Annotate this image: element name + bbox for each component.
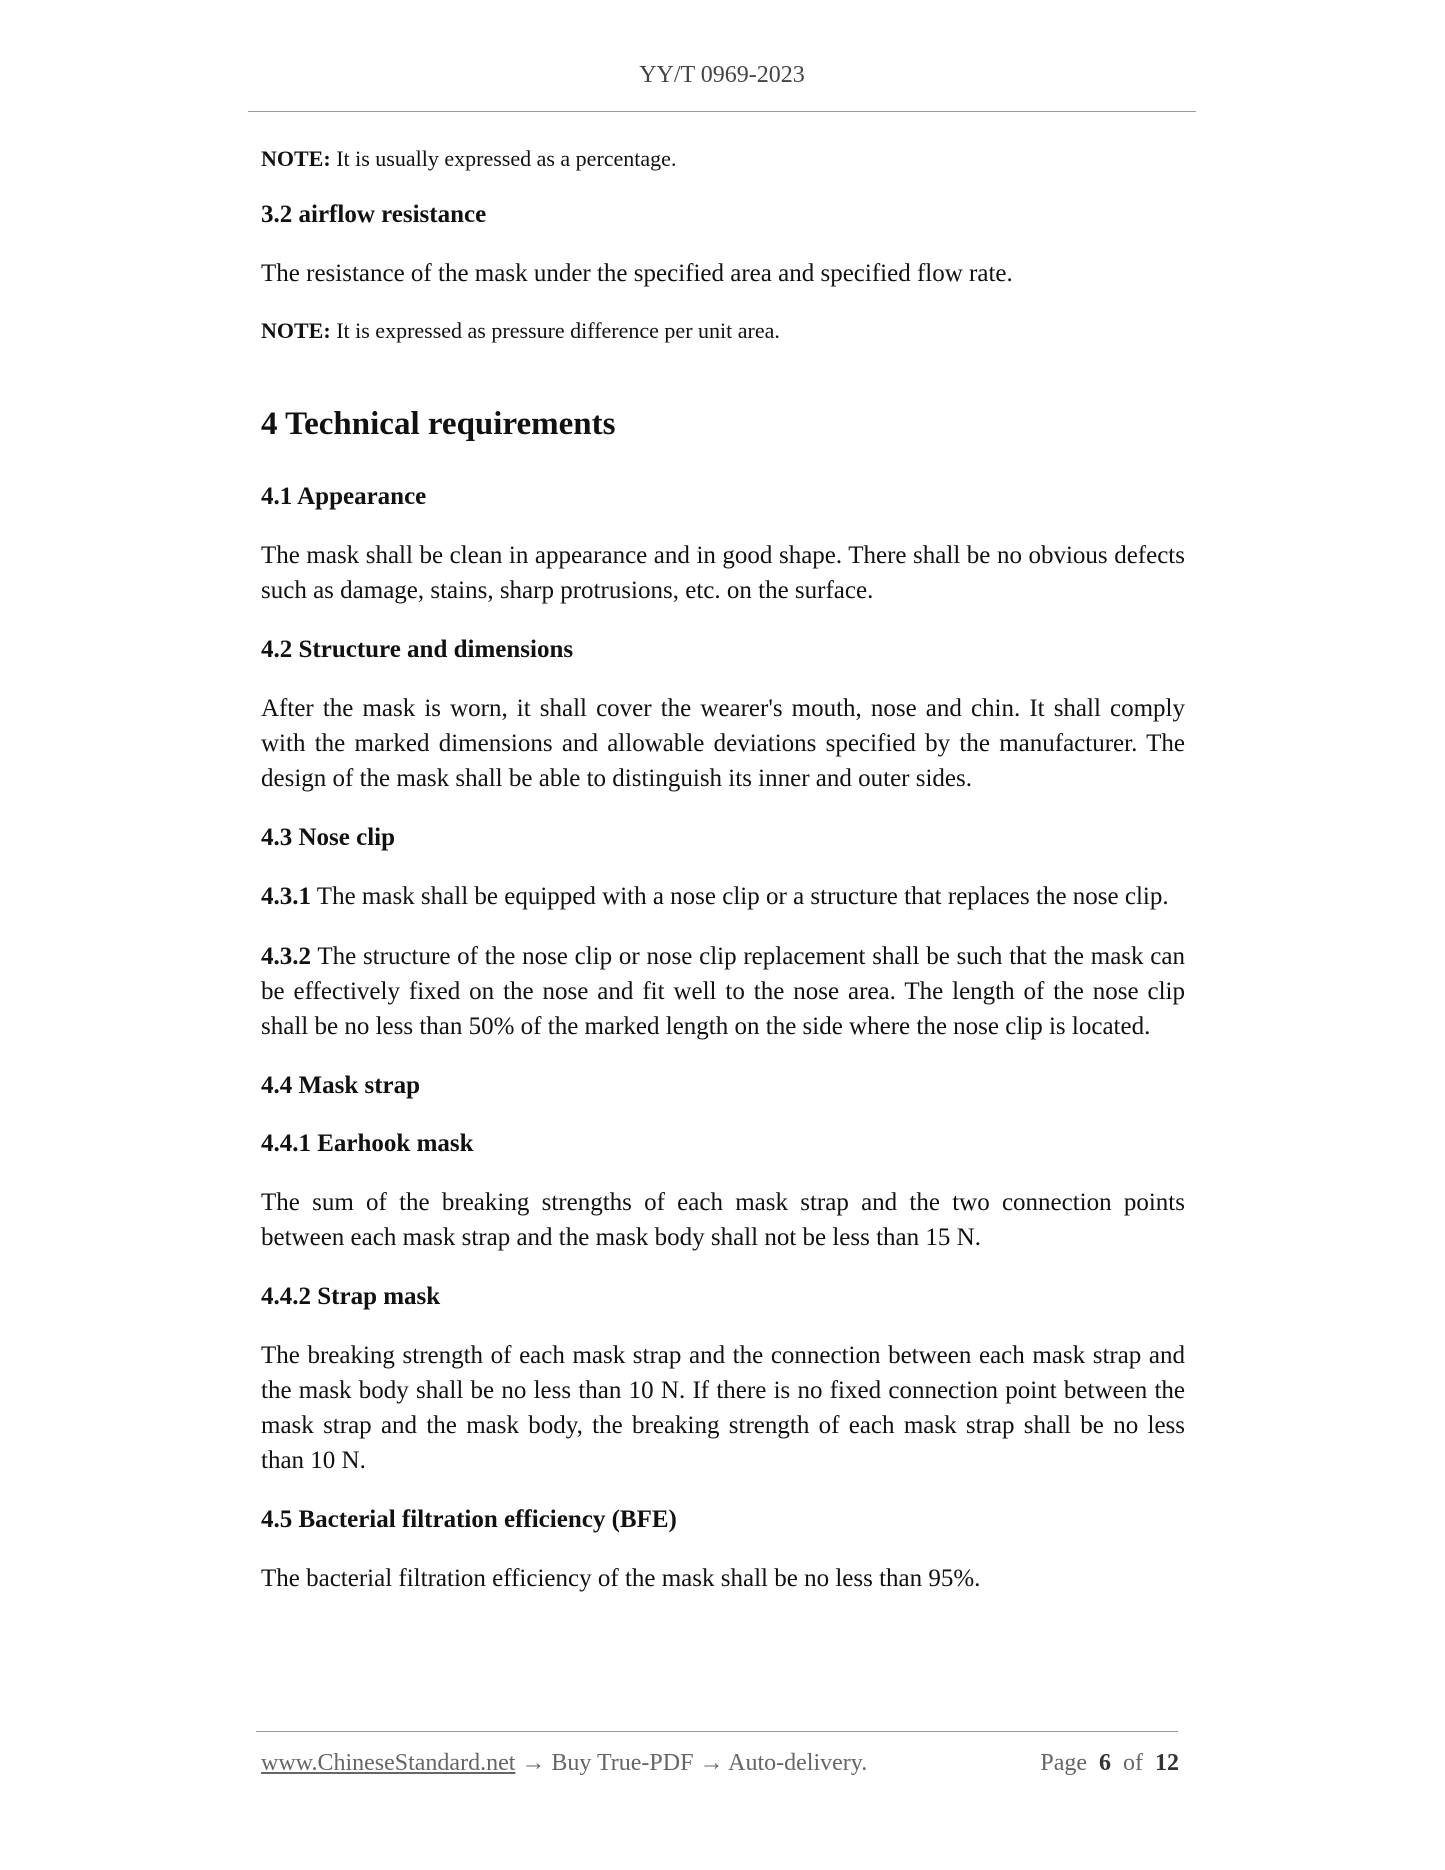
heading-3-2: 3.2 airflow resistance [261,201,487,228]
heading-4: 4 Technical requirements [261,406,616,442]
page-number [1040,1750,1179,1777]
arrow-right-icon: → [515,1750,552,1776]
note-text: It is usually expressed as a percentage. [330,146,677,171]
paragraph-3-2: The resistance of the mask under the specified area and specified flow rate. [261,260,1013,287]
of-label: of [1123,1750,1143,1776]
footer-promo [261,1750,867,1777]
heading-4-3: 4.3 Nose clip [261,824,396,851]
footer-divider [256,1731,1178,1732]
clause-number: 4.3.1 [261,883,311,910]
heading-4-4: 4.4 Mask strap [261,1072,421,1099]
heading-4-2: 4.2 Structure and dimensions [261,636,574,663]
buy-pdf-text: Buy True-PDF [551,1750,694,1776]
header-divider [248,111,1196,112]
note-text: It is expressed as pressure difference per unit area. [330,318,780,343]
paragraph-4-2: After the mask is worn, it shall cover the wearer's mouth, nose and chin. It shall comply with the marked dimensions and allowable deviations specified by the manufacturer. The design of the mask shall be able to distinguish its inner and outer sides. [261,695,1185,792]
note-pressure [261,316,1185,346]
note-label: NOTE: [261,318,331,343]
arrow-right-icon: → [693,1750,729,1776]
clause-number: 4.3.2 [261,943,311,970]
heading-4-1: 4.1 Appearance [261,483,427,510]
current-page: 6 [1099,1750,1111,1776]
website-link[interactable]: www.ChineseStandard.net [261,1750,516,1776]
document-id-header: YY/T 0969-2023 [639,62,805,88]
paragraph-4-1: The mask shall be clean in appearance and in good shape. There shall be no obvious defects such as damage, stains, sharp protrusions, etc. on the surface. [261,542,1185,604]
clause-text: The mask shall be equipped with a nose clip or a structure that replaces the nose clip. [311,883,1169,910]
heading-4-4-2: 4.4.2 Strap mask [261,1283,441,1310]
heading-4-5: 4.5 Bacterial filtration efficiency (BFE) [261,1506,677,1533]
note-percentage [261,144,1185,174]
total-pages: 12 [1155,1750,1179,1776]
paragraph-4-4-2: The breaking strength of each mask strap and the connection between each mask strap and the mask body shall be no less than 10 N. If there is no fixed connection point between the mask strap and the mask body, the breaking strength of each mask strap shall be no less than 10 N. [261,1342,1185,1474]
paragraph-4-3-1 [261,879,1185,914]
clause-text: The structure of the nose clip or nose clip replacement shall be such that the mask can be effectively fixed on the nose and fit well to the nose area. The length of the nose clip shall be no less than 50% of the marked length on the side where the nose clip is located. [261,943,1185,1040]
heading-4-4-1: 4.4.1 Earhook mask [261,1130,474,1157]
paragraph-4-3-2 [261,939,1185,1044]
paragraph-4-5: The bacterial filtration efficiency of the mask shall be no less than 95%. [261,1565,981,1592]
page-label: Page [1040,1750,1087,1776]
auto-delivery-text: Auto-delivery. [728,1750,868,1776]
page-content [261,144,1185,1621]
paragraph-4-4-1: The sum of the breaking strengths of each mask strap and the two connection points between each mask strap and the mask body shall not be less than 15 N. [261,1189,1185,1251]
note-label: NOTE: [261,146,331,171]
